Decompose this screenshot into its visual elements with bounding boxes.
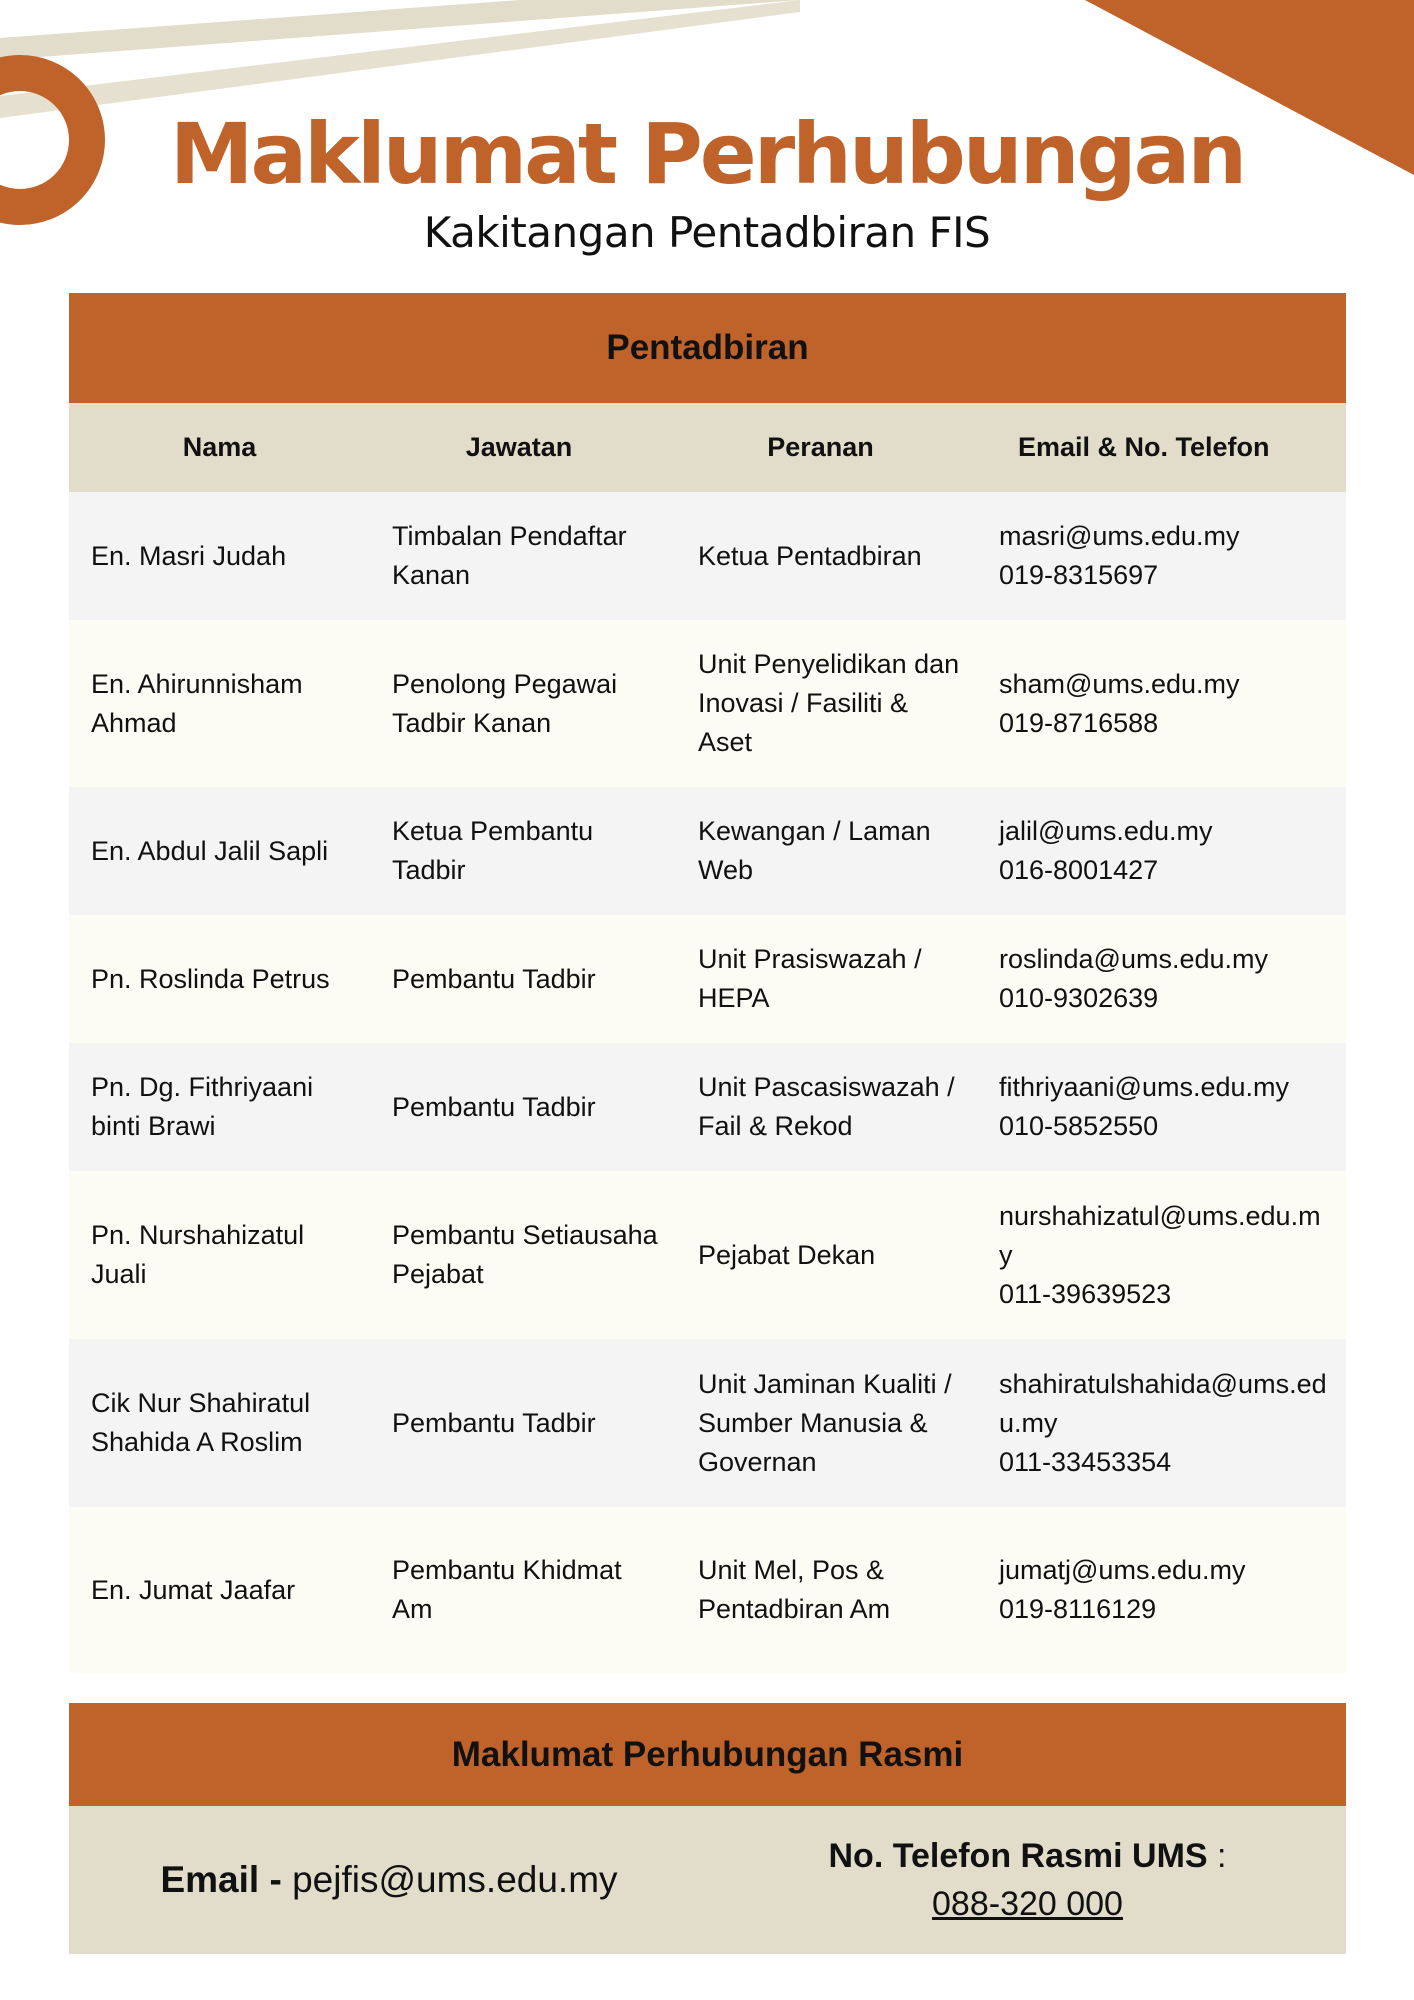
staff-email[interactable]: jumatj@ums.edu.my [999, 1555, 1246, 1585]
staff-position: Pembantu Tadbir [392, 963, 596, 994]
staff-name: Pn. Roslinda Petrus [91, 963, 330, 994]
staff-position: Timbalan Pendaftar Kanan [392, 521, 627, 590]
staff-email[interactable]: fithriyaani@ums.edu.my [999, 1072, 1290, 1102]
staff-table [69, 293, 1346, 1673]
table-row [69, 1507, 1346, 1673]
staff-email[interactable]: sham@ums.edu.my [999, 668, 1240, 699]
staff-role: Unit Prasiswazah / HEPA [698, 944, 922, 1013]
staff-contact [973, 665, 1346, 743]
official-email [69, 1859, 709, 1901]
staff-phone[interactable]: 019-8315697 [999, 560, 1159, 590]
official-contact-body [69, 1806, 1346, 1954]
staff-position: Ketua Pembantu Tadbir [392, 816, 594, 885]
staff-phone[interactable]: 016-8001427 [999, 855, 1159, 885]
staff-position: Pembantu Setiausaha Pejabat [392, 1220, 658, 1289]
official-contact-title: Maklumat Perhubungan Rasmi [69, 1703, 1346, 1806]
staff-phone[interactable]: 019-8716588 [999, 707, 1159, 738]
staff-position: Penolong Pegawai Tadbir Kanan [392, 668, 618, 738]
staff-phone[interactable]: 011-39639523 [999, 1278, 1172, 1309]
official-phone [709, 1832, 1346, 1928]
column-header-name: Nama [182, 432, 257, 462]
staff-email[interactable]: nurshahizatul@ums.edu.my [999, 1200, 1321, 1270]
official-phone-sep: : [1217, 1837, 1227, 1875]
table-row [69, 1339, 1346, 1507]
staff-role: Unit Pascasiswazah / Fail & Rekod [698, 1072, 955, 1141]
staff-role: Unit Mel, Pos & Pentadbiran Am [698, 1555, 891, 1624]
official-contact [69, 1703, 1346, 1954]
staff-role: Unit Jaminan Kualiti / Sumber Manusia & Governan [698, 1368, 952, 1477]
staff-phone[interactable]: 011-33453354 [999, 1446, 1172, 1477]
staff-phone[interactable]: 010-5852550 [999, 1111, 1159, 1141]
table-row [69, 915, 1346, 1043]
staff-name: Pn. Nurshahizatul Juali [91, 1220, 305, 1289]
official-email-link[interactable]: pejfis@ums.edu.my [292, 1859, 618, 1900]
staff-role: Ketua Pentadbiran [698, 540, 922, 571]
staff-phone[interactable]: 019-8116129 [999, 1594, 1157, 1624]
staff-role: Kewangan / Laman Web [698, 816, 931, 885]
official-phone-link[interactable]: 088-320 000 [932, 1885, 1123, 1923]
staff-email[interactable]: shahiratulshahida@ums.edu.my [999, 1368, 1327, 1438]
official-email-label: Email - [160, 1859, 282, 1900]
column-header-role: Peranan [767, 432, 874, 462]
page-title: Maklumat Perhubungan [169, 105, 1245, 203]
staff-contact [973, 1197, 1346, 1314]
staff-contact [973, 1551, 1346, 1629]
staff-name: En. Masri Judah [91, 540, 287, 571]
official-phone-label: No. Telefon Rasmi UMS [828, 1837, 1208, 1875]
table-row [69, 620, 1346, 787]
staff-position: Pembantu Khidmat Am [392, 1555, 622, 1624]
staff-name: En. Ahirunnisham Ahmad [91, 668, 303, 738]
staff-role: Pejabat Dekan [698, 1239, 876, 1270]
staff-name: En. Jumat Jaafar [91, 1574, 296, 1605]
table-row [69, 492, 1346, 620]
staff-email[interactable]: jalil@ums.edu.my [999, 816, 1213, 846]
page-subtitle: Kakitangan Pentadbiran FIS [423, 208, 991, 257]
column-header-position: Jawatan [465, 432, 573, 462]
staff-position: Pembantu Tadbir [392, 1091, 596, 1122]
staff-phone[interactable]: 010-9302639 [999, 983, 1159, 1013]
staff-name: Cik Nur Shahiratul Shahida A Roslim [91, 1388, 311, 1457]
staff-contact [973, 940, 1346, 1018]
table-row [69, 1171, 1346, 1339]
staff-name: Pn. Dg. Fithriyaani binti Brawi [91, 1072, 314, 1141]
staff-position: Pembantu Tadbir [392, 1407, 596, 1438]
table-row [69, 1043, 1346, 1171]
staff-name: En. Abdul Jalil Sapli [91, 835, 329, 866]
staff-email[interactable]: masri@ums.edu.my [999, 521, 1240, 551]
staff-contact [973, 1365, 1346, 1482]
section-title: Pentadbiran [69, 293, 1346, 403]
staff-email[interactable]: roslinda@ums.edu.my [999, 944, 1269, 974]
staff-role: Unit Penyelidikan dan Inovasi / Fasiliti & Aset [698, 649, 960, 757]
table-header [69, 403, 1346, 492]
staff-contact [973, 517, 1346, 595]
table-row [69, 787, 1346, 915]
staff-contact [973, 1068, 1346, 1146]
column-header-contact: Email & No. Telefon [1018, 432, 1270, 462]
staff-contact [973, 812, 1346, 890]
